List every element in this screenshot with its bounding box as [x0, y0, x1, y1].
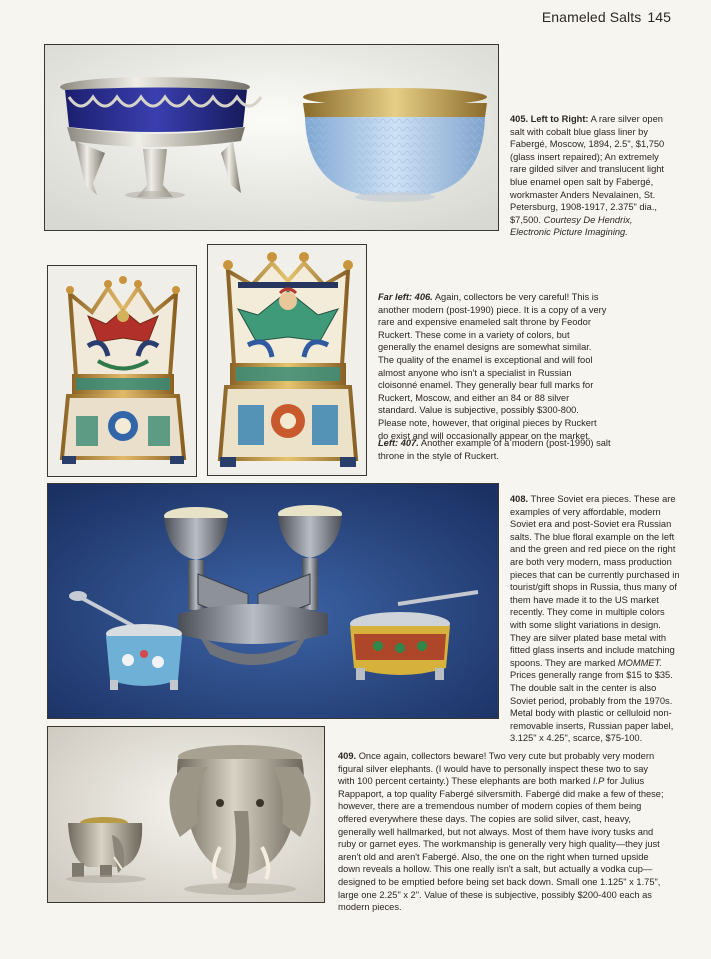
- caption-405-credit: Courtesy De Hendrix, Electronic Picture Imagining.: [510, 214, 633, 238]
- caption-406-body: Again, collectors be very careful! This is another modern (post-1990) piece. It is a copy of a very rare and expensive enameled salt throne by Feodor Ruckert. These come in a variety of colors, but generally the enamel designs are somewhat similar. The quality of the enamel is exceptional and will fool almost anyone who isn't a specialist in Russian cloisonné enamel. They generally bear full marks for Ruckert, Moscow, and either an 84 or 88 silver standard. Value is subjective, possibly $300-800. Please note, however, that original pieces by Ruckert do exist and will occasionally appear on the market.: [378, 292, 607, 441]
- photo-405: [44, 44, 499, 231]
- caption-409-mark: I.P: [592, 776, 605, 787]
- caption-407: [378, 437, 618, 462]
- caption-408-body: Three Soviet era pieces. These are examples of very affordable, modern Soviet era and post-Soviet era Russian salts. The blue floral example on the left and the green and red piece on the right are both very modern, mass production pieces that can be currently purchased in tourist/gift shops in Russia, thus many of them have made it to the US market recently. They come in multiple colors with some slight variations in design. They are silver plated base metal with fitted glass inserts and include matching spoons. They are marked: [510, 494, 680, 668]
- caption-409-body2: for Julius Rappaport, a top quality Fabergé silversmith. Fabergé did make a few of these; however, there are a tremendous number of modern copies of them being offered everywhere these days. The copies are solid silver, cast, heavy, generally well hallmarked, but not always. Most of them have ivory tusks and ruby or garnet eyes. The workmanship is generally very high quality—they just aren't old and aren't Fabergé. Also, the one on the right when turned upside down reveals a hollow. This one really isn't a salt, but actually a vodka cup—designed to be emptied before being set back down. Small one 1.125" x 1.75", large one 2.25" x 2". Value of these is subjective, possibly $200-400 each as modern pieces.: [338, 776, 664, 913]
- photo-407: [207, 244, 367, 476]
- caption-409-lead: 409.: [338, 751, 357, 761]
- photo-406: [47, 265, 197, 477]
- photo-408-illustration: [48, 484, 499, 719]
- page-number: 145: [647, 9, 671, 25]
- running-header: [542, 9, 671, 25]
- caption-408-body2: Prices generally range from $15 to $35. The double salt in the center is also Soviet period, probably from the 1970s. Metal body with plastic or celluloid non-removable inserts, Russian paper label, 3.125" x 4.25", scarce, $75-100.: [510, 670, 674, 744]
- caption-408-mark: MOMMET.: [617, 657, 662, 668]
- photo-405-illustration: [45, 45, 499, 231]
- caption-409: [338, 750, 666, 914]
- caption-407-body: Another example of a modern (post-1990) salt throne in the style of Ruckert.: [378, 438, 611, 461]
- caption-406-lead: Far left: 406.: [378, 292, 433, 302]
- photo-407-illustration: [208, 245, 367, 476]
- photo-409: [47, 726, 325, 903]
- photo-406-illustration: [48, 266, 197, 477]
- caption-405-lead: 405. Left to Right:: [510, 114, 589, 124]
- header-title: Enameled Salts: [541, 9, 642, 25]
- caption-406: [378, 291, 608, 442]
- caption-408-lead: 408.: [510, 494, 529, 504]
- photo-409-illustration: [48, 727, 325, 903]
- photo-408: [47, 483, 499, 719]
- caption-407-lead: Left: 407.: [378, 438, 419, 448]
- caption-405-body: A rare silver open salt with cobalt blue glass liner by Fabergé, Moscow, 1894, 2.5", $1,750 (glass insert repaired); An extremely rare gilded silver and translucent light blue enamel open salt by Fabergé, workmaster Anders Nevalainen, St. Petersburg, 1908-1917, 2.375" dia., $7,500.: [510, 114, 665, 225]
- caption-408: [510, 493, 680, 745]
- caption-409-body: Once again, collectors beware! Two very cute but probably very modern figural silver elephants. (I would have to personally inspect these two to say with 100 percent certainty.) These elephants are both marked: [338, 751, 655, 787]
- caption-405: [510, 113, 670, 239]
